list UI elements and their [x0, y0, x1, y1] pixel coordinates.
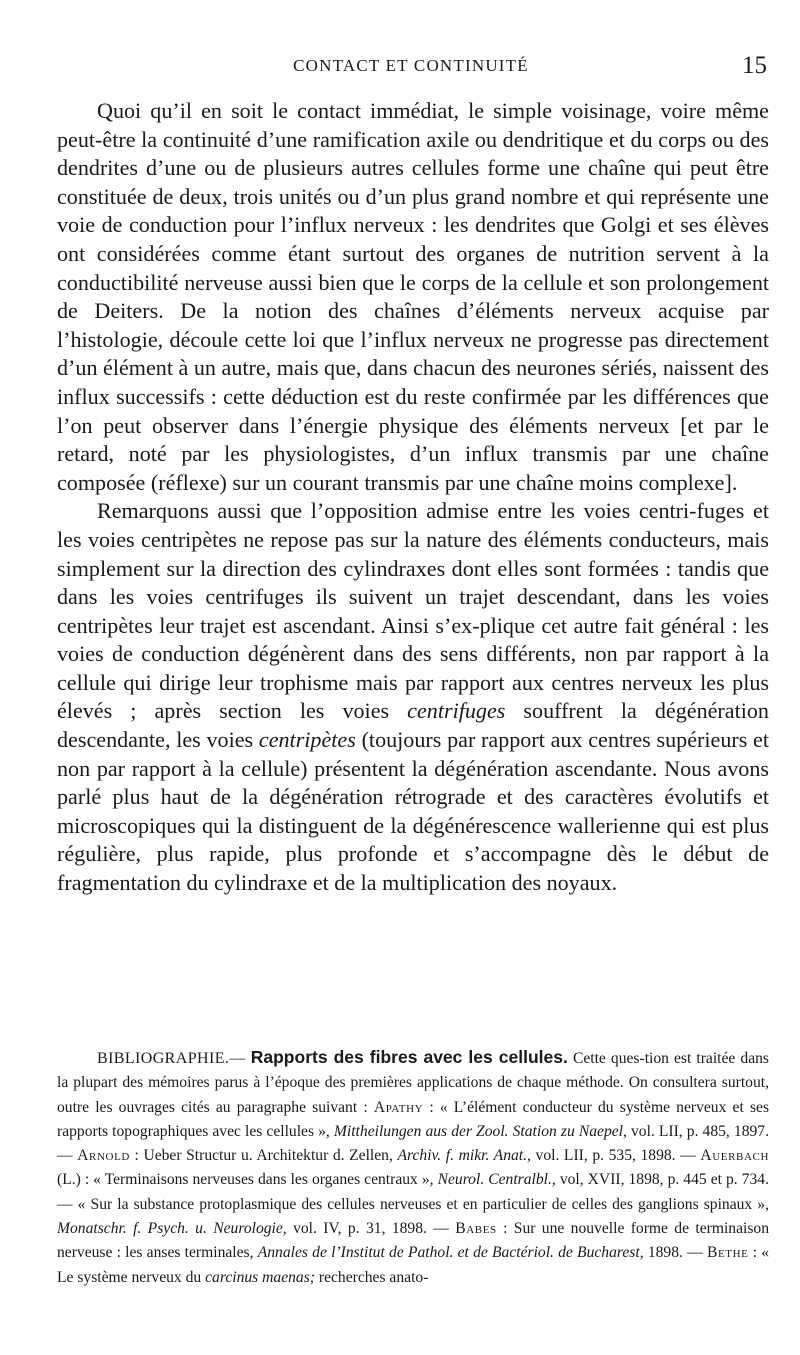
citation-author: Apathy: [373, 1098, 424, 1116]
citation-text: (L.) : « Terminaisons nerveuses dans les organes centraux »,: [57, 1171, 434, 1189]
page-number: 15: [742, 52, 767, 79]
citation-author: Arnold: [77, 1147, 130, 1165]
citation-text: : Sur une nouvelle forme de terminaison nerveuse : les anses terminales,: [57, 1220, 770, 1262]
running-title: CONTACT ET CONTINUITÉ: [293, 56, 529, 75]
page-header: [55, 52, 767, 86]
text-segment: Remarquons aussi que l’opposition admise entre les voies centri-fuges et les voies centripètes ne repose pas sur la nature des éléments conducteurs, mais simplement sur la direction des cylindraxes dont elles sont formées : tandis que dans les voies centrifuges ils suivent un trajet descendant, dans les voies centripètes leur trajet est ascendant. Ainsi s’ex-plique cet autre fait général : les voies de conduction dégénèrent dans des sens différents, non par rapport à la cellule qui dirige leur trophisme mais par rapport aux centres nerveux les plus élevés ; après section les voies: [57, 498, 769, 724]
bibliography: [57, 1045, 769, 1290]
citation-ref: vol. LII, p. 535, 1898. —: [535, 1147, 696, 1165]
citation-author: Bethe: [706, 1244, 749, 1262]
text-segment: souffrent la dégénération descendante, les voies: [57, 698, 769, 753]
citation-journal: Monatschr. f. Psych. u. Neurologie,: [57, 1220, 287, 1238]
citation-ref: 1898. —: [647, 1244, 703, 1262]
citation-ref: vol. LII, p. 485, 1897. —: [57, 1122, 769, 1165]
citation-ref: vol, XVII, 1898, p. 445 et p. 734. —: [57, 1171, 769, 1213]
citation-author: Auerbach: [700, 1147, 769, 1165]
bibliography-intro: Cette ques-tion est traitée dans la plupart des mémoires parus à l’époque des premières applications de chaque méthode. On consultera surtout, outre les ouvrages cités au paragraphe suivant :: [57, 1050, 770, 1116]
paragraph-contact: Quoi qu’il en soit le contact immédiat, le simple voisinage, voire même peut-être la continuité d’une ramification axile ou dendritique et du corps ou des dendrites d’une ou de plusieurs autres cellules forme une chaîne qui peut être constituée de deux, trois unités ou d’un plus grand nombre et qui représente une voie de conduction pour l’influx nerveux : les dendrites que Golgi et ses élèves ont considérées comme étant surtout des organes de nutrition servent à la conductibilité nerveuse aussi bien que le corps de la cellule et son prolongement de Deiters. De la notion des chaînes d’éléments nerveux acquise par l’histologie, découle cette loi que l’influx nerveux ne progresse pas directement d’un élément à un autre, mais que, dans chacun des neurones sériés, naissent des influx successifs : cette déduction est du reste confirmée par les différences que l’on peut observer dans l’énergie physique des éléments nerveux [et par le retard, noté par les physiologistes, d’un influx transmis par une chaîne composée (réflexe) sur un courant transmis par une chaîne moins complexe].: [57, 98, 769, 495]
citation-text: : Ueber Structur u. Architektur d. Zellen,: [134, 1147, 393, 1165]
citation-text: : « Le système nerveux du: [57, 1244, 770, 1286]
body-text: [57, 97, 769, 898]
bibliography-topic: Rapports des fibres avec les cellules.: [250, 1047, 568, 1067]
bibliography-heading: BIBLIOGRAPHIE.—: [97, 1050, 246, 1067]
citation-species: carcinus maenas;: [205, 1268, 315, 1286]
italic-term: centrifuges: [407, 698, 506, 724]
citation-text: « Sur la substance protoplasmique des cellules nerveuses et en particulier de celles des ganglions spinaux »,: [77, 1195, 769, 1213]
citation-journal: Archiv. f. mikr. Anat.,: [397, 1147, 531, 1165]
citation-ref: vol. IV, p. 31, 1898. —: [293, 1220, 449, 1238]
italic-term: centripètes: [258, 727, 356, 753]
citation-journal: Annales de l’Institut de Pathol. et de Bactériol. de Bucharest,: [257, 1244, 644, 1262]
citation-text: : « L’élément conducteur du système nerveux et ses rapports topographiques avec les cellules »,: [57, 1098, 770, 1140]
citation-journal: Neurol. Centralbl.,: [437, 1171, 556, 1189]
paragraph-voies: [57, 497, 769, 897]
citation-journal: Mittheilungen aus der Zool. Station zu Naepel,: [333, 1122, 627, 1140]
text-segment: (toujours par rapport aux centres supérieurs et non par rapport à la cellule) présentent la dégénération ascendante. Nous avons parlé plus haut de la dégénération rétrograde et des caractères évolutifs et microscopiques qui la distinguent de la dégénérescence wallerienne qui est plus régulière, plus rapide, plus profonde et s’accompagne dès le début de fragmentation du cylindraxe et de la multiplication des noyaux.: [57, 727, 769, 896]
citation-author: Babes: [455, 1220, 497, 1238]
citation-text: recherches anato-: [318, 1268, 429, 1286]
